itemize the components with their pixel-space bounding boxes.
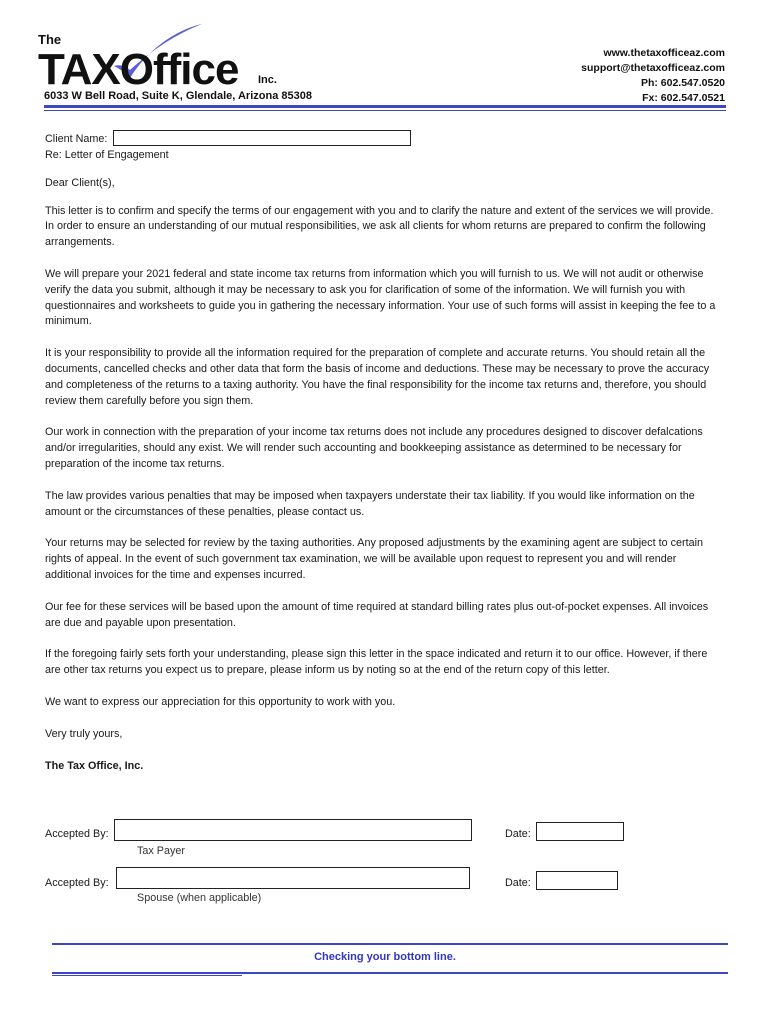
client-name-field[interactable]	[113, 130, 411, 146]
accepted-by-label-1: Accepted By:	[45, 828, 109, 840]
logo-main-text: TAXOffice	[38, 45, 239, 94]
footer-divider-top	[52, 943, 728, 945]
paragraph-2: We will prepare your 2021 federal and state income tax returns from information which you will furnish to us. We will not audit or otherwise verify the data you submit, although it may be necessary to ask you for clarification of some of the information. We will furnish you with questionnaires and worksheets to guide you in gathering the necessary information. Your use of such forms will assist in keeping the fee to a minimum.	[45, 267, 716, 328]
fax-number: Fx: 602.547.0521	[642, 92, 725, 104]
contact-block	[581, 46, 725, 106]
spouse-caption: Spouse (when applicable)	[137, 892, 262, 904]
footer-tagline: Checking your bottom line.	[314, 951, 456, 963]
website-link[interactable]: www.thetaxofficeaz.com	[603, 47, 725, 59]
taxpayer-caption: Tax Payer	[137, 845, 186, 857]
company-address: 6033 W Bell Road, Suite K, Glendale, Arizona 85308	[44, 90, 312, 102]
paragraph-6: Your returns may be selected for review by the taxing authorities. Any proposed adjustments by the examining agent are subject to certain rights of appeal. In the event of such government tax examination, we will be available upon request to represent you and will render additional invoices for the time and expenses incurred.	[45, 537, 703, 581]
paragraph-4: Our work in connection with the preparation of your income tax returns does not include any procedures designed to discover defalcations and/or irregularities, should any exist. We will render such accounting and bookkeeping assistance as determined to be necessary for preparation of the income tax returns.	[45, 426, 703, 470]
logo-inc-text: Inc.	[258, 74, 277, 86]
paragraph-8: If the foregoing fairly sets forth your understanding, please sign this letter in the space indicated and return it to our office. However, if there are other tax returns you expect us to prepare, please inform us by noting so at the end of the return copy of this letter.	[45, 648, 708, 677]
header-divider	[44, 105, 726, 108]
re-line: Re: Letter of Engagement	[45, 149, 169, 161]
salutation: Dear Client(s),	[45, 176, 115, 189]
paragraph-9: We want to express our appreciation for this opportunity to work with you.	[45, 695, 396, 708]
closing: Very truly yours,	[45, 727, 123, 740]
email-link[interactable]: support@thetaxofficeaz.com	[581, 62, 725, 74]
client-name-label: Client Name:	[45, 133, 108, 145]
logo-the-text: The	[38, 32, 62, 47]
accepted-by-label-2: Accepted By:	[45, 877, 109, 889]
footer-divider-accent	[52, 975, 242, 976]
client-name-row	[45, 132, 725, 148]
date-field-2[interactable]	[536, 871, 618, 890]
date-label-1: Date:	[505, 828, 531, 840]
company-logo	[36, 22, 281, 94]
paragraph-5: The law provides various penalties that may be imposed when taxpayers understate their tax liability. If you would like information on the amount or the circumstances of these penalties, please contact us.	[45, 489, 695, 518]
spouse-signature-field[interactable]	[116, 867, 470, 889]
phone-number: Ph: 602.547.0520	[640, 77, 725, 89]
paragraph-1: This letter is to confirm and specify the terms of our engagement with you and to clarify the nature and extent of the services we will provide. In order to ensure an understanding of our mutual responsibilities, we ask all clients for whom returns are prepared to confirm the following arrangements.	[45, 204, 714, 249]
footer-divider-bottom	[52, 972, 728, 974]
paragraph-7: Our fee for these services will be based upon the amount of time required at standard billing rates plus out-of-pocket expenses. All invoices are due and payable upon presentation.	[45, 600, 709, 629]
signoff: The Tax Office, Inc.	[45, 759, 144, 772]
taxpayer-signature-field[interactable]	[114, 819, 472, 841]
date-label-2: Date:	[505, 877, 531, 889]
header-divider-thin	[44, 110, 726, 111]
date-field-1[interactable]	[536, 822, 624, 841]
paragraph-3: It is your responsibility to provide all the information required for the preparation of complete and accurate returns. You should retain all the documents, cancelled checks and other data that form the basis of income and deductions. These may be necessary to prove the accuracy and completeness of the returns to a taxing authority. You have the final responsibility for the income tax returns and, therefore, you should review them carefully before you sign them.	[45, 347, 710, 407]
letter-body	[45, 132, 725, 774]
